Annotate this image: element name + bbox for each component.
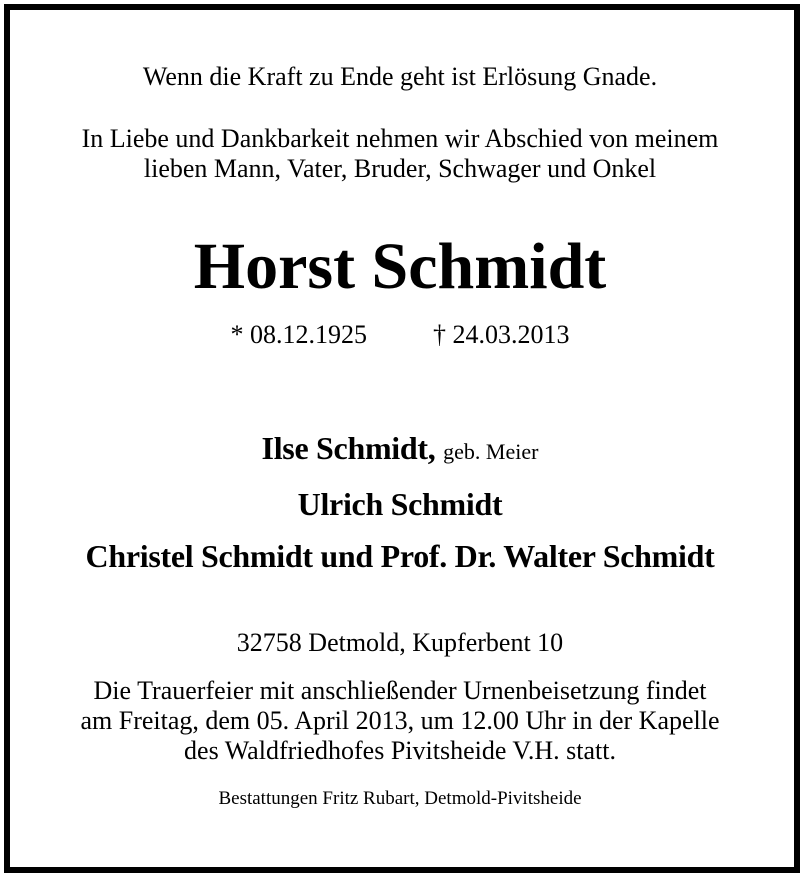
mourner-daughter-family: Christel Schmidt und Prof. Dr. Walter Schmidt (85, 538, 715, 574)
mourner-maiden-name: geb. Meier (443, 439, 539, 464)
mourner-name: Ilse Schmidt, (261, 430, 436, 466)
intro-line-2: lieben Mann, Vater, Bruder, Schwager und Onkel (143, 154, 657, 183)
death-date: † 24.03.2013 (433, 320, 570, 349)
birth-date: * 08.12.1925 (230, 320, 367, 349)
motto-text: Wenn die Kraft zu Ende geht ist Erlösung Gnade. (142, 62, 658, 91)
life-dates (0, 322, 800, 348)
intro-line-1: In Liebe und Dankbarkeit nehmen wir Abschied von meinem (81, 124, 719, 153)
deceased-name: Horst Schmidt (193, 230, 607, 303)
address-text: 32758 Detmold, Kupferbent 10 (236, 628, 564, 657)
mourner-wife (0, 432, 800, 464)
undertaker-text: Bestattungen Fritz Rubart, Detmold-Pivitsheide (218, 788, 582, 809)
ceremony-line-2: am Freitag, dem 05. April 2013, um 12.00 Uhr in der Kapelle (80, 706, 720, 735)
ceremony-line-3: des Waldfriedhofes Pivitsheide V.H. statt. (184, 736, 616, 765)
ceremony-line-1: Die Trauerfeier mit anschließender Urnenbeisetzung findet (93, 676, 707, 705)
mourner-son: Ulrich Schmidt (297, 486, 503, 522)
